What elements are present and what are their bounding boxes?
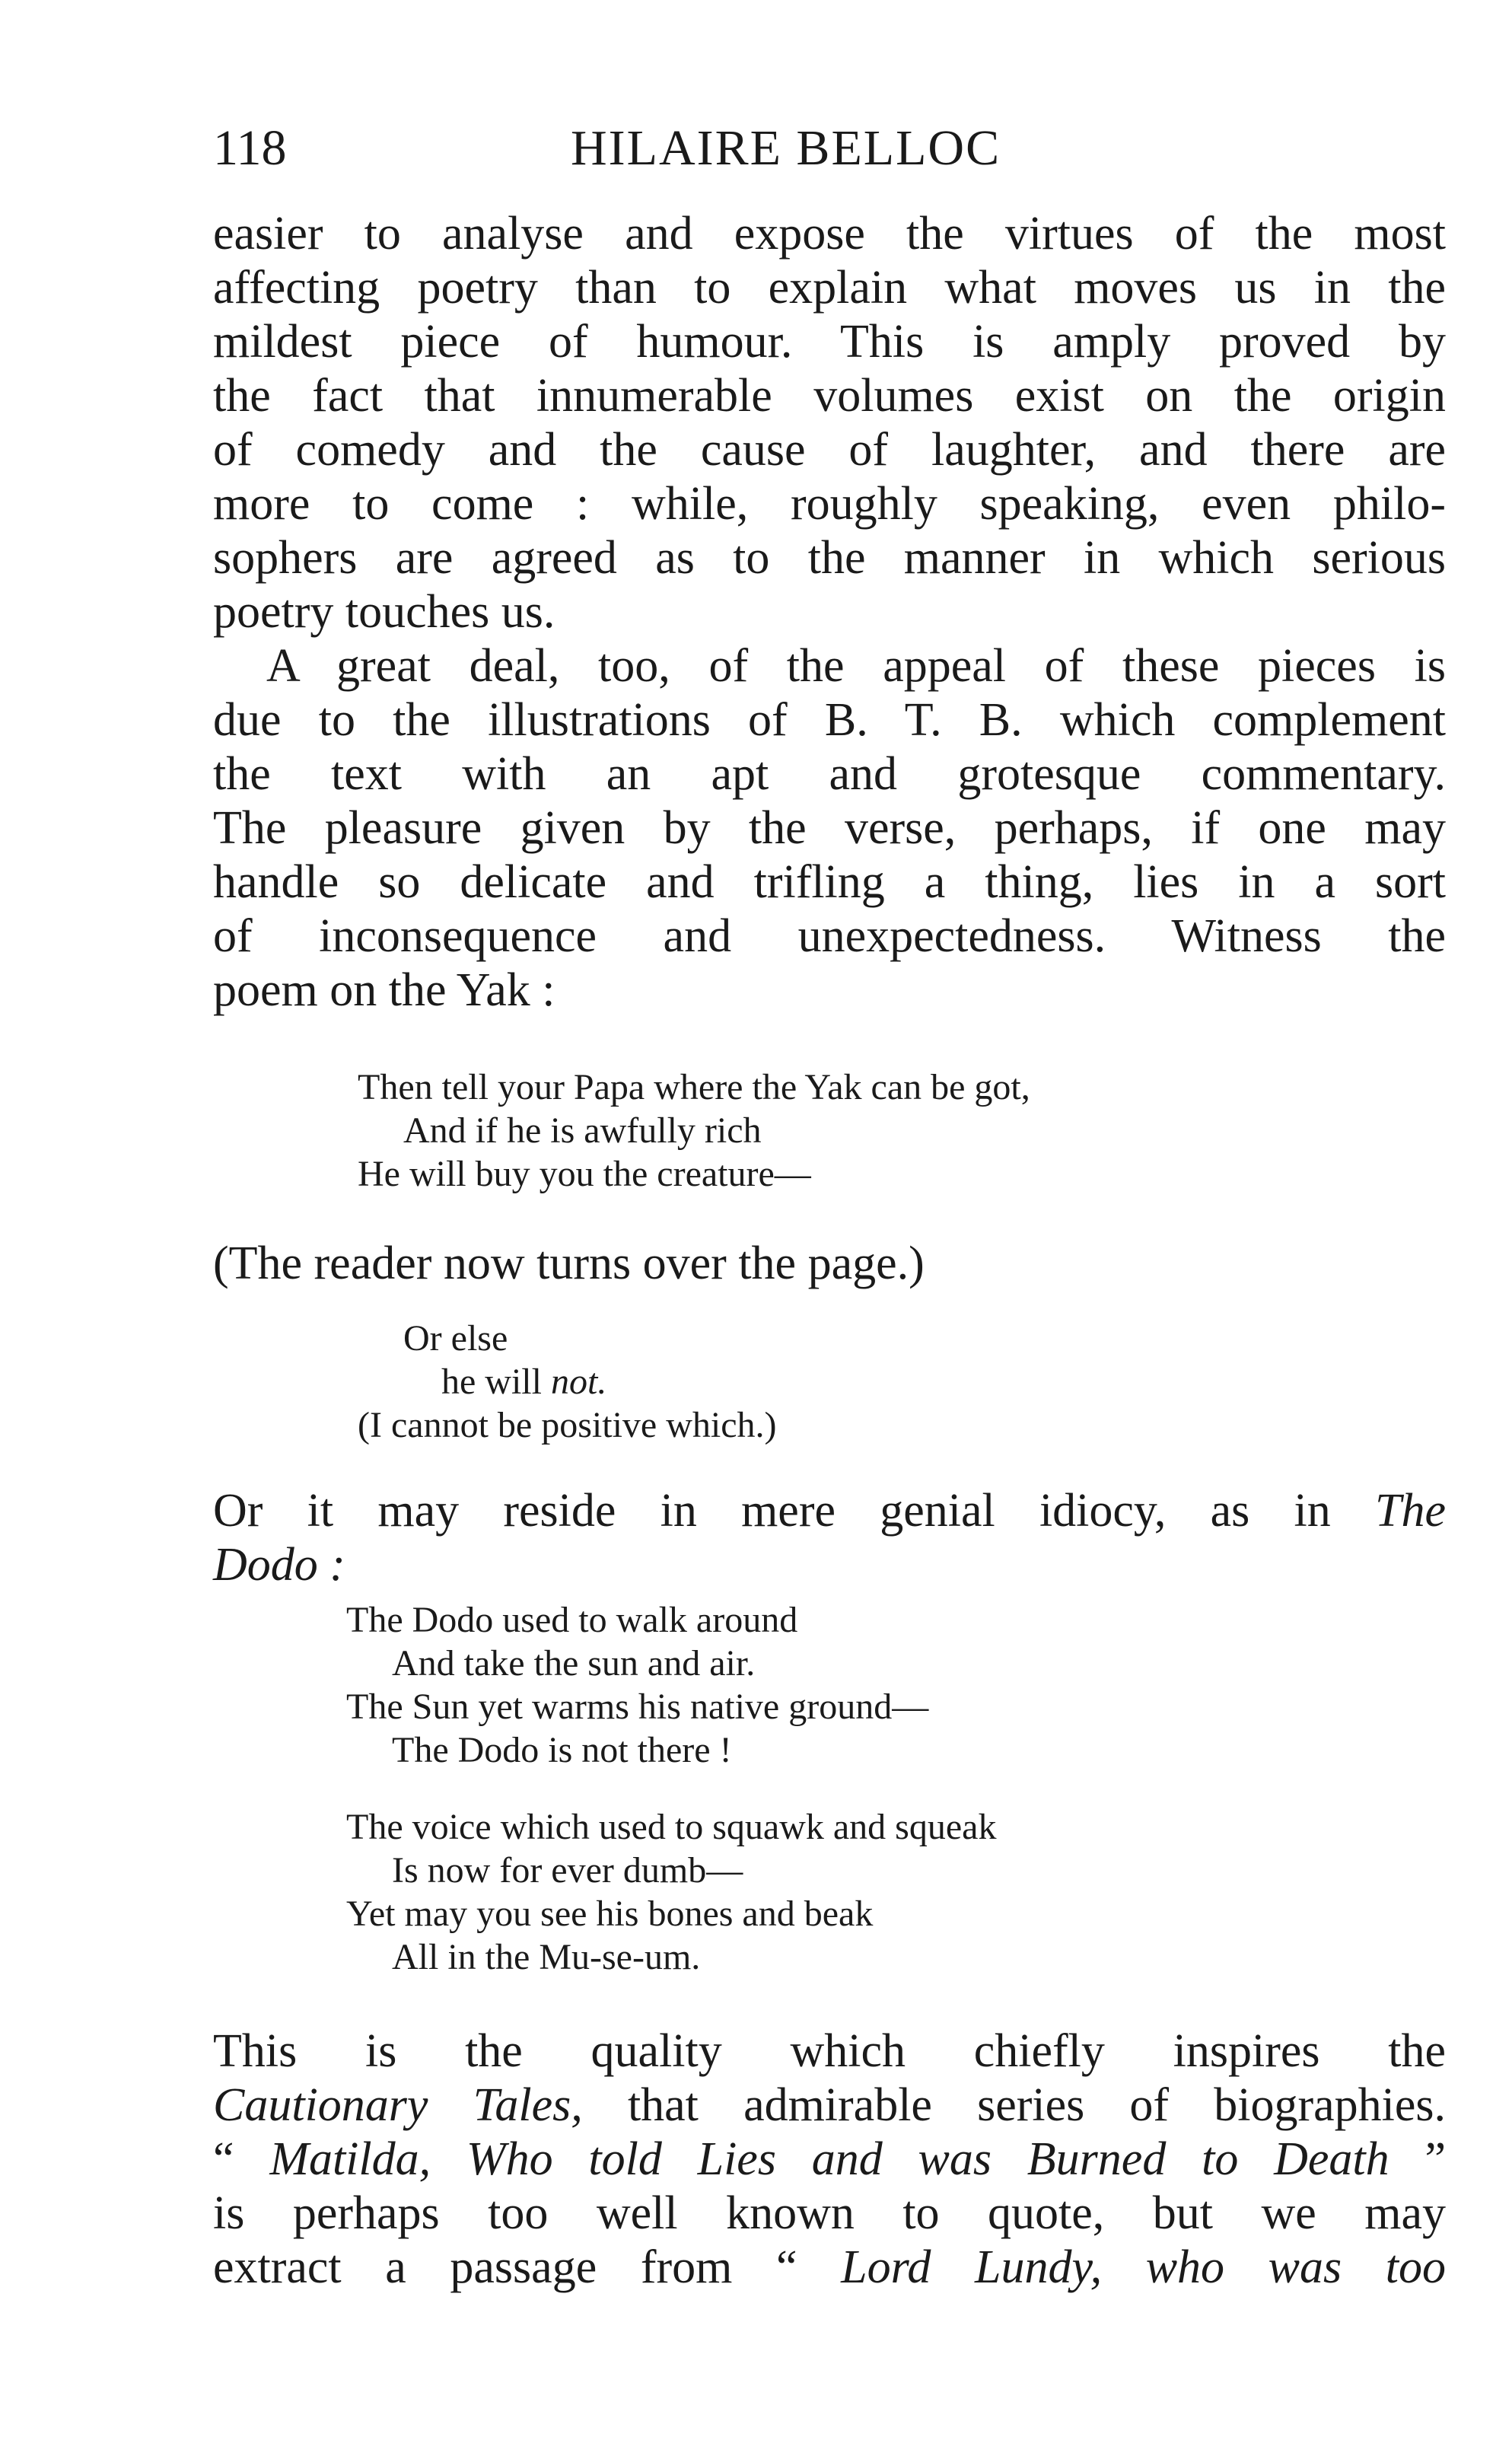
yak-verse [358,1066,1030,1196]
dodo-stanza-1 [346,1598,928,1772]
yak-verse-continued [358,1317,777,1447]
paragraph-2 [213,639,1446,1018]
text: that admirable series of biographies. [582,2079,1446,2131]
paragraph-1 [213,207,1446,639]
emphasis: Cautionary Tales, [213,2079,583,2131]
verse-line: The voice which used to squawk and squeak [346,1807,997,1847]
page-header [213,118,1431,179]
text-line: A great deal, too, of the appeal of these pieces is [266,640,1446,692]
text: Or it may reside in mere genial idiocy, as in [213,1485,1375,1537]
text-line: poem on the Yak : [213,964,555,1016]
text-line: of inconsequence and unexpectedness. Witness the [213,910,1446,962]
text-line: is perhaps too well known to quote, but we may [213,2187,1446,2239]
verse-line: Then tell your Papa where the Yak can be got, [358,1067,1030,1107]
text-line: of comedy and the cause of laughter, and there are [213,424,1446,476]
verse-line: Yet may you see his bones and beak [346,1894,874,1934]
verse-text: he will [441,1362,551,1402]
text-line [213,1484,1446,1538]
verse-line: Is now for ever dumb— [392,1850,743,1891]
emphasis: The [1375,1485,1446,1537]
emphasis: Dodo : [213,1539,345,1591]
verse-line: All in the Mu-se-um. [392,1937,701,1977]
emphasis: Lord Lundy, who was too [841,2241,1446,2293]
paragraph-3 [213,1484,1446,1592]
text-line [213,2079,1446,2133]
verse-line: The Dodo used to walk around [346,1600,798,1640]
text-line: the text with an apt and grotesque commentary. [213,748,1446,800]
text-line [213,1538,1446,1592]
verse-line: And take the sun and air. [392,1643,756,1684]
text: extract a passage from “ [213,2241,842,2293]
emphasis: not. [550,1362,607,1402]
text-line: mildest piece of humour. This is amply proved by [213,316,1446,368]
close-quote: ” [1389,2133,1446,2185]
page-number: 118 [213,120,287,176]
emphasis: Matilda, Who told Lies and was Burned to Death [269,2133,1389,2185]
text-line [213,2241,1446,2295]
verse-line [358,1360,777,1403]
open-quote: “ [213,2133,270,2185]
text-line: This is the quality which chiefly inspires the [213,2025,1446,2077]
text-line: affecting poetry than to explain what moves us in the [213,262,1446,314]
verse-line: The Sun yet warms his native ground— [346,1687,929,1727]
verse-line: He will buy you the creature— [358,1154,811,1194]
verse-line: Or else [403,1318,508,1359]
verse-line: (I cannot be positive which.) [358,1405,777,1445]
text-line: more to come : while, roughly speaking, even philo- [213,478,1446,530]
text-line [213,2133,1446,2187]
verse-line: The Dodo is not there ! [392,1730,732,1770]
text-line: the fact that innumerable volumes exist on the origin [213,370,1446,422]
text-line: poetry touches us. [213,586,555,638]
text-line: The pleasure given by the verse, perhaps, if one may [213,802,1446,854]
paragraph-4 [213,2024,1446,2295]
text-line: due to the illustrations of B. T. B. which complement [213,694,1446,746]
reader-aside: (The reader now turns over the page.) [213,1238,925,1289]
verse-line: And if he is awfully rich [403,1110,762,1151]
running-title: HILAIRE BELLOC [571,120,1001,176]
text-line: sophers are agreed as to the manner in which serious [213,532,1446,584]
text-line: handle so delicate and trifling a thing, lies in a sort [213,856,1446,908]
text-line: easier to analyse and expose the virtues of the most [213,208,1446,260]
dodo-stanza-2 [346,1805,996,1979]
